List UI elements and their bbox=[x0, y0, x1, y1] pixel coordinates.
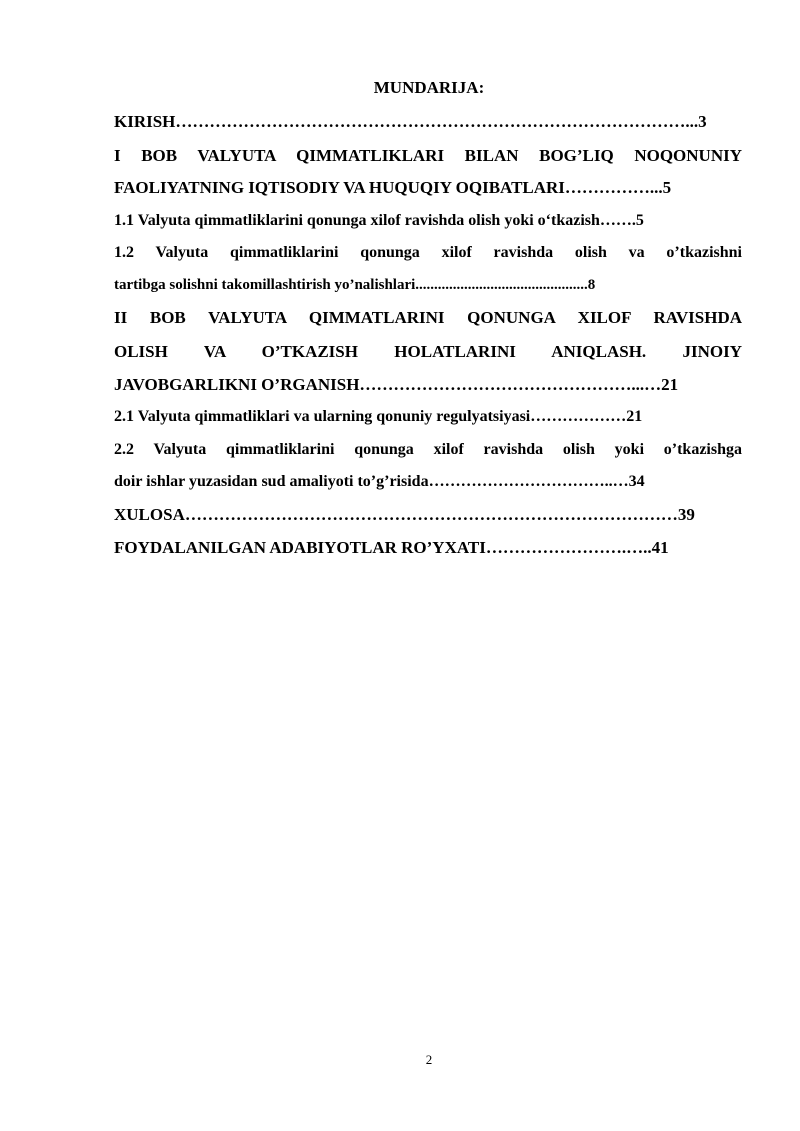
toc-entry-chapter-2-line-3: JAVOBGARLIKNI O’RGANISH…………………………………………...…21 bbox=[114, 375, 679, 394]
toc-entry-chapter-2-line-2: OLISH VA O’TKAZISH HOLATLARINI ANIQLASH. JINOIY bbox=[114, 342, 742, 361]
toc-entry-xulosa: XULOSA……………………………………………………………………………39 bbox=[114, 505, 695, 524]
toc-entry-section-2-2-line-2: doir ishlar yuzasidan sud amaliyoti to’g’risida……………………………..…34 bbox=[114, 473, 645, 490]
toc-entry-bibliography: FOYDALANILGAN ADABIYOTLAR RO’YXATI…………………….…..41 bbox=[114, 538, 669, 557]
toc-entry-section-1-2-line-1: 1.2 Valyuta qimmatliklarini qonunga xilof ravishda olish va o’tkazishni bbox=[114, 244, 742, 261]
page-number: 2 bbox=[425, 1052, 433, 1067]
toc-entry-section-2-1: 2.1 Valyuta qimmatliklari va ularning qonuniy regulyatsiyasi………………21 bbox=[114, 408, 643, 425]
toc-entry-section-1-1: 1.1 Valyuta qimmatliklarini qonunga xilof ravishda olish yoki o‘tkazish…….5 bbox=[114, 212, 644, 229]
toc-entry-chapter-1-line-2: FAOLIYATNING IQTISODIY VA HUQUQIY OQIBATLARI……………...5 bbox=[114, 178, 672, 197]
toc-entry-section-1-2-line-2: tartibga solishni takomillashtirish yo’nalishlari..............................................8 bbox=[114, 277, 596, 293]
toc-entry-chapter-1-line-1: I BOB VALYUTA QIMMATLIKLARI BILAN BOG’LIQ NOQONUNIY bbox=[114, 146, 742, 165]
toc-entry-kirish: KIRISH………………………………………………………………………………...3 bbox=[114, 112, 707, 131]
toc-entry-section-2-2-line-1: 2.2 Valyuta qimmatliklarini qonunga xilof ravishda olish yoki o’tkazishga bbox=[114, 441, 742, 458]
toc-title: MUNDARIJA: bbox=[373, 78, 485, 97]
toc-entry-chapter-2-line-1: II BOB VALYUTA QIMMATLARINI QONUNGA XILOF RAVISHDA bbox=[114, 308, 742, 327]
